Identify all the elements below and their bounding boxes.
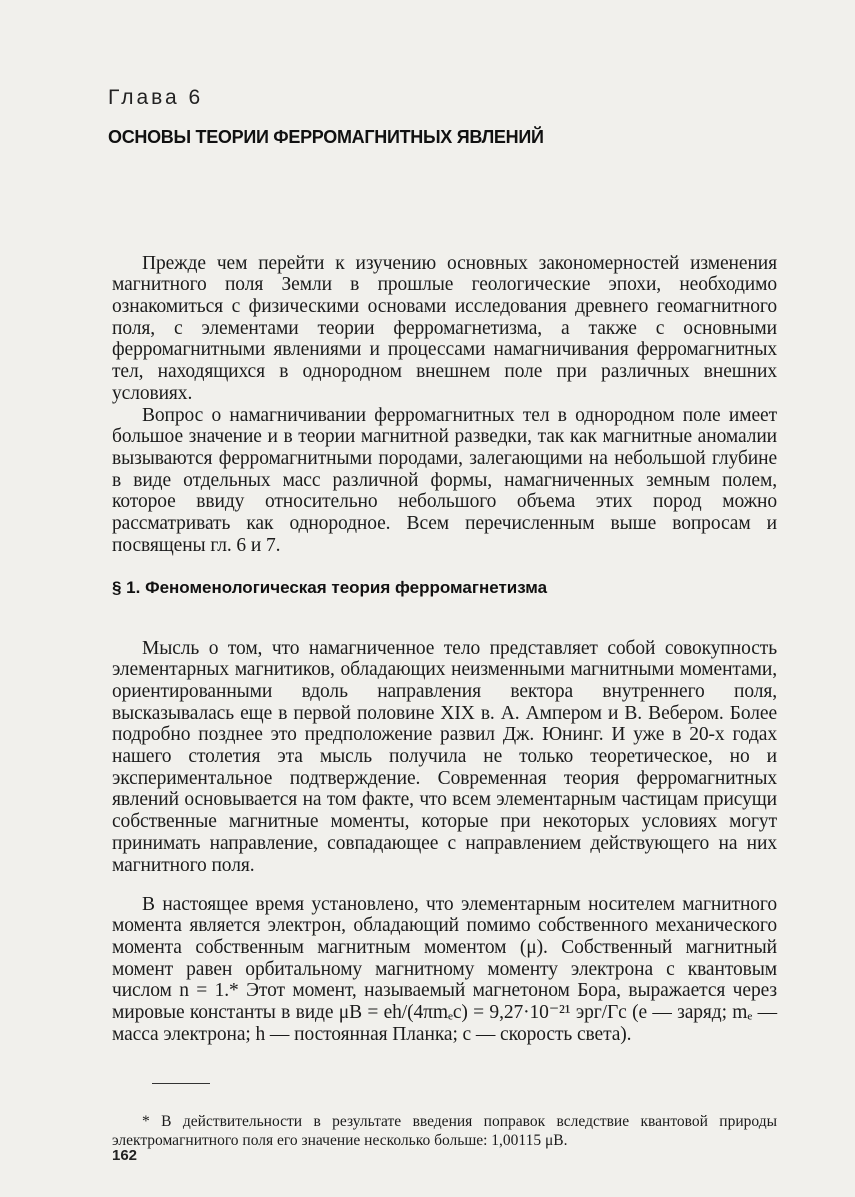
intro-paragraph-2: Вопрос о намагничивании ферромагнитных тел в однородном поле имеет большое значение и в теории магнитной разведки, так как магнитные аномалии вызываются ферромагнитными породами, залегающими на небольшой глубине в виде отдельных масс различной формы, намагниченных земным полем, которое ввиду относительно небольшого объема этих пород можно рассматривать как однородное. Всем перечисленным выше вопросам и посвящены гл. 6 и 7. <box>112 404 777 556</box>
page-number: 162 <box>112 1147 138 1164</box>
footnote: * В действительности в результате введения поправок вследствие квантовой природы электромагнитного поля его значение несколько больше: 1,00115 μB. <box>112 1112 777 1149</box>
chapter-title: ОСНОВЫ ТЕОРИИ ФЕРРОМАГНИТНЫХ ЯВЛЕНИЙ <box>108 127 544 147</box>
section-paragraph-1: Мысль о том, что намагниченное тело представляет собой совокупность элементарных магнитиков, обладающих неизменными магнитными моментами, ориентированными вдоль направления вектора внутреннего поля, высказывалась еще в первой половине XIX в. А. Ампером и В. Вебером. Более подробно позднее это предположение развил Дж. Юнинг. И уже в 20-х годах нашего столетия эта мысль получила не только теоретическое, но и экспериментальное подтверждение. Современная теория ферромагнитных явлений основывается на том факте, что всем элементарным частицам присущи собственные магнитные моменты, которые при некоторых условиях могут принимать направление, совпадающее с направлением действующего на них магнитного поля. <box>112 637 777 876</box>
chapter-label: Глава 6 <box>108 86 204 109</box>
section-paragraph-2: В настоящее время установлено, что элементарным носителем магнитного момента является электрон, обладающий помимо собственного механического момента собственным магнитным моментом (μ). Собственный магнитный момент равен орбитальному магнитному моменту электрона с квантовым числом n = 1.* Этот момент, называемый магнетоном Бора, выражается через мировые константы в виде μB = eh/(4πmₑc) = 9,27·10⁻²¹ эрг/Гс (e — заряд; mₑ — масса электрона; h — постоянная Планка; c — скорость света). <box>112 893 777 1045</box>
footnote-divider <box>152 1083 210 1084</box>
intro-paragraph-1: Прежде чем перейти к изучению основных закономерностей изменения магнитного поля Земли в прошлые геологические эпохи, необходимо ознакомиться с физическими основами исследования древнего геомагнитного поля, с элементами теории ферромагнетизма, а также с основными ферромагнитными явлениями и процессами намагничивания ферромагнитных тел, находящихся в однородном внешнем поле при различных внешних условиях. <box>112 252 777 404</box>
section-title: § 1. Феноменологическая теория ферромагнетизма <box>112 578 548 597</box>
